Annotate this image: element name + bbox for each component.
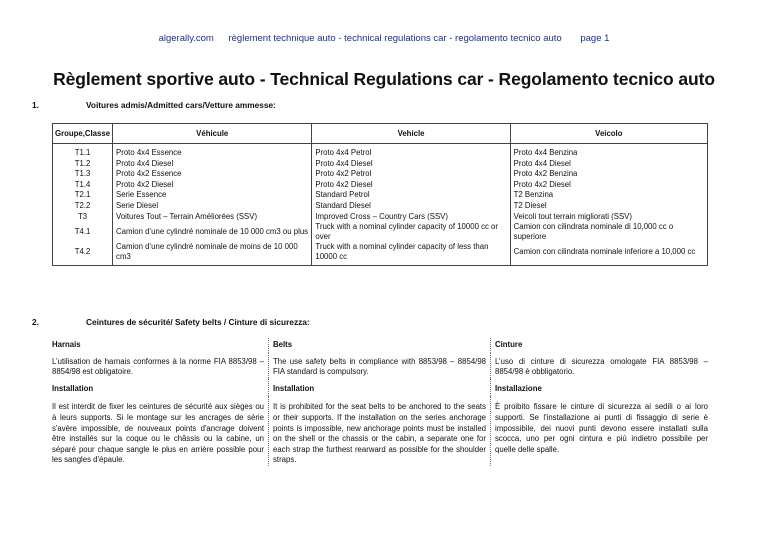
en-cell: Improved Cross – Country Cars (SSV)	[312, 211, 510, 222]
header-page: page 1	[580, 33, 610, 44]
safety-belts-section	[52, 338, 708, 466]
section2-title: Ceintures de sécurité/ Safety belts / Cinture di sicurezza:	[86, 317, 310, 327]
section2-number: 2.	[32, 317, 39, 327]
en-cell: Standard Petrol	[312, 190, 510, 201]
installation-text-fr: Il est interdit de fixer les ceintures de sécurité aux sièges ou à leurs supports. Si le montage sur les ancrages de série s'avère impossible, de nouveaux points d'ancrage doivent être installés sur la coque ou le châssis ou la cabine, un séparé pour chaque sangle le plus en arrière possible pour les sangles d'épaule.	[52, 402, 264, 465]
en-cell: Proto 4x4 Diesel	[312, 158, 510, 169]
belts-text: The use safety belts in compliance with 8853/98 – 8854/98 FIA standard is compulsory.	[268, 353, 490, 378]
class-cell: T4.2	[53, 242, 113, 265]
en-cell: Truck with a nominal cylinder capacity of less than 10000 cc	[312, 242, 510, 265]
fr-cell: Camion d’une cylindré nominale de 10 000 cm3 ou plus	[113, 222, 312, 242]
table-row	[53, 222, 708, 242]
it-cell: Proto 4x4 Diesel	[510, 158, 707, 169]
fr-cell: Serie Diesel	[113, 200, 312, 211]
it-cell: Proto 4x2 Benzina	[510, 169, 707, 180]
fr-cell: Camion d’une cylindré nominale de moins de 10 000 cm3	[113, 242, 312, 265]
header-vehicule: Véhicule	[113, 124, 312, 144]
admitted-cars-table	[52, 123, 708, 266]
en-cell: Standard Diesel	[312, 200, 510, 211]
en-cell: Truck with a nominal cylinder capacity of 10000 cc or over	[312, 222, 510, 242]
installazione-heading: Installazione	[490, 378, 708, 397]
fr-cell: Serie Essence	[113, 190, 312, 201]
harnais-heading: Harnais	[52, 340, 81, 349]
cinture-text: L’uso di cinture di sicurezza omologate FIA 8853/98 – 8854/98 è obbligatorio.	[490, 353, 708, 378]
section1-number: 1.	[32, 100, 39, 110]
page-header	[0, 33, 768, 44]
table-row	[53, 169, 708, 180]
table-row	[53, 158, 708, 169]
it-cell: Proto 4x4 Benzina	[510, 144, 707, 159]
table-row	[53, 144, 708, 159]
harnais-text: L’utilisation de harnais conformes à la norme FIA 8853/98 – 8854/98 est obligatoire.	[52, 356, 264, 377]
header-class: Groupe,Classe	[53, 124, 113, 144]
class-cell: T3	[53, 211, 113, 222]
en-cell: Proto 4x4 Petrol	[312, 144, 510, 159]
document-title: Règlement sportive auto - Technical Regulations car - Regolamento tecnico auto	[53, 69, 715, 89]
header-veicolo: Veicolo	[510, 124, 707, 144]
class-cell: T4.1	[53, 222, 113, 242]
header-subject: règlement technique auto - technical regulations car - regolamento tecnico auto	[228, 33, 562, 44]
fr-cell: Proto 4x4 Diesel	[113, 158, 312, 169]
installation-text-en: It is prohibited for the seat belts to be anchored to the seats or their supports. If the installation on the series anchorage points is impossible, new anchorage points must be installed on the shell or the chassis or the cabin, a separate one for each strap the furthest rearward as possible for the shoulder straps.	[268, 396, 490, 466]
it-cell: T2 Diesel	[510, 200, 707, 211]
it-cell: Veicoli tout terrain migliorati (SSV)	[510, 211, 707, 222]
fr-cell: Voitures Tout – Terrain Améliorées (SSV)	[113, 211, 312, 222]
it-cell: T2 Benzina	[510, 190, 707, 201]
en-cell: Proto 4x2 Petrol	[312, 169, 510, 180]
header-vehicle: Vehicle	[312, 124, 510, 144]
fr-cell: Proto 4x2 Diesel	[113, 179, 312, 190]
class-cell: T1.2	[53, 158, 113, 169]
class-cell: T2.2	[53, 200, 113, 211]
table-row	[53, 190, 708, 201]
installation-heading-row	[52, 378, 708, 397]
cinture-heading: Cinture	[490, 338, 708, 353]
installation-text-row	[52, 396, 708, 466]
it-cell: Proto 4x2 Diesel	[510, 179, 707, 190]
installation-heading-fr: Installation	[52, 383, 94, 393]
class-cell: T1.1	[53, 144, 113, 159]
installation-heading-en: Installation	[268, 378, 490, 397]
en-cell: Proto 4x2 Diesel	[312, 179, 510, 190]
class-cell: T2.1	[53, 190, 113, 201]
belts-heading: Belts	[268, 338, 490, 353]
it-cell: Camion con cilindrata nominale di 10,000 cc o superiore	[510, 222, 707, 242]
class-cell: T1.4	[53, 179, 113, 190]
class-cell: T1.3	[53, 169, 113, 180]
table-row	[53, 242, 708, 265]
table-row	[53, 179, 708, 190]
table-header-row	[53, 124, 708, 144]
fr-cell: Proto 4x2 Essence	[113, 169, 312, 180]
header-site: algerally.com	[158, 33, 214, 44]
fr-cell: Proto 4x4 Essence	[113, 144, 312, 159]
it-cell: Camion con cilindrata nominale inferiore a 10,000 cc	[510, 242, 707, 265]
belts-heading-row	[52, 338, 708, 353]
installazione-text: È proibito fissare le cinture di sicurezza ai sedili o ai loro supporti. Se l'installazione ai punti di fissaggio di serie è impossibile, dei nuovi punti devono essere installati sulla scocca, uno per ogni cintura e più indietro possibile per quelle delle spalle.	[490, 396, 708, 466]
section1-title: Voitures admis/Admitted cars/Vetture ammesse:	[86, 100, 276, 110]
table-row	[53, 211, 708, 222]
table-row	[53, 200, 708, 211]
belts-text-row	[52, 353, 708, 378]
